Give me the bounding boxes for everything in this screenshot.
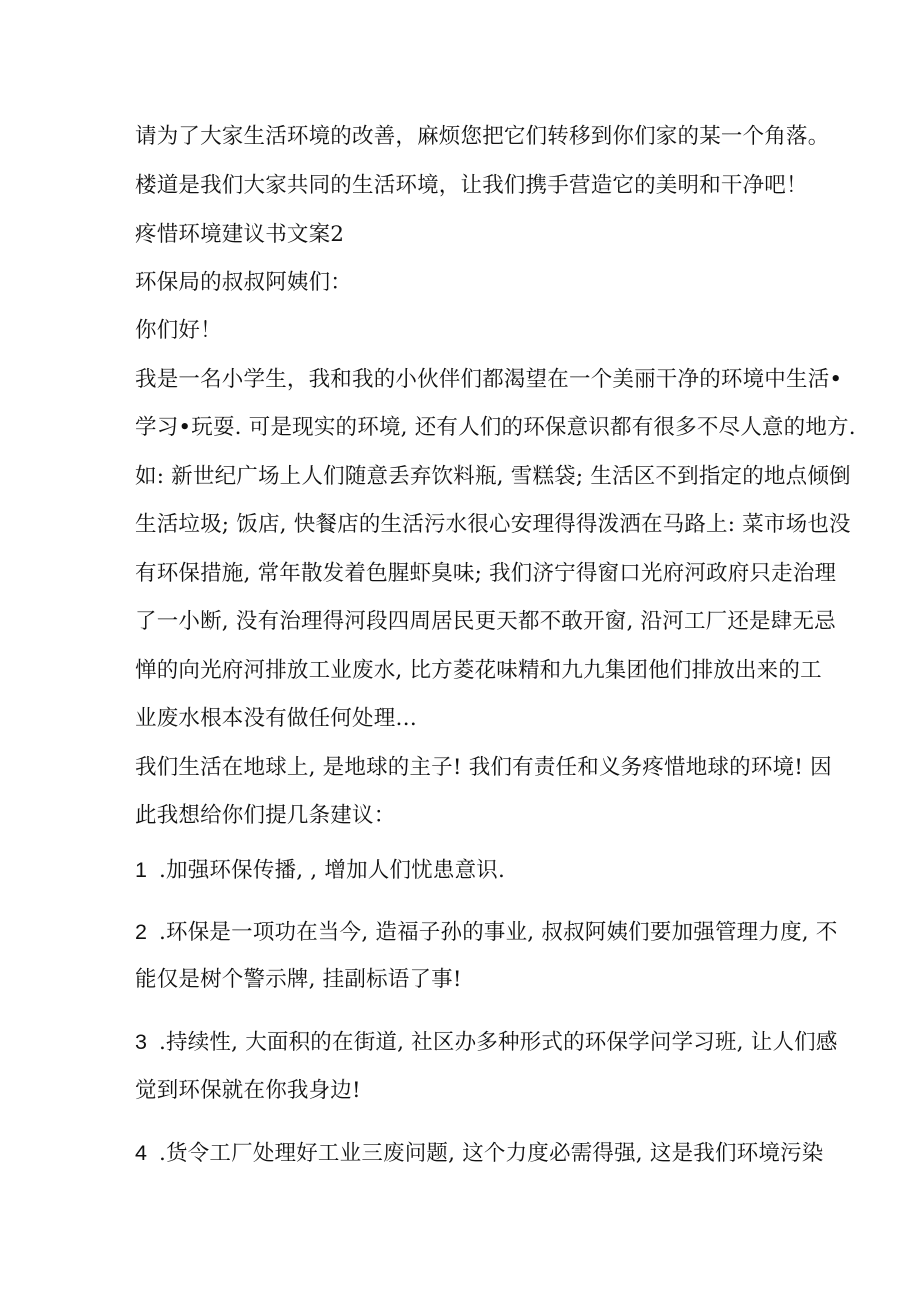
list-item — [135, 1138, 823, 1169]
paragraph-line: 我是一名小学生，我和我的小伙伴们都渴望在一个美丽干净的环境中生活• — [135, 367, 843, 392]
paragraph-line: 我们生活在地球上, 是地球的主子! 我们有责任和义务疼惜地球的环境! 因 — [135, 755, 832, 780]
list-item-text: 觉到环保就在你我身边! — [135, 1078, 361, 1103]
paragraph-line: 此我想给你们提几条建议： — [135, 803, 396, 828]
list-item — [135, 855, 505, 886]
list-item-number: 2 — [135, 920, 148, 944]
greeting: 你们好！ — [135, 318, 222, 343]
list-item-text: .环保是一项功在当今, 造福子孙的事业, 叔叔阿姨们要加强管理力度, 不 — [159, 920, 838, 945]
list-item — [135, 1027, 838, 1058]
paragraph-line: 学习•玩耍. 可是现实的环境, 还有人们的环保意识都有很多不尽人意的地方. — [135, 415, 856, 440]
section-heading: 疼惜环境建议书文案2 — [135, 222, 345, 247]
paragraph-line: 了一小断, 没有治理得河段四周居民更天都不敢开窗, 沿河工厂还是肆无忌 — [135, 609, 836, 634]
list-item-number: 3 — [135, 1030, 148, 1054]
paragraph-line: 业废水根本没有做任何处理… — [135, 706, 418, 731]
list-item-text: .持续性, 大面积的在街道, 社区办多种形式的环保学问学习班, 让人们感 — [159, 1030, 838, 1055]
list-item-continuation — [135, 1076, 361, 1106]
list-item-text: .货令工厂处理好工业三废问题, 这个力度必需得强, 这是我们环境污染 — [159, 1141, 824, 1166]
list-item-number: 1 — [135, 858, 148, 882]
list-item — [135, 917, 838, 948]
paragraph-line: 如: 新世纪广场上人们随意丢弃饮料瓶, 雪糕袋; 生活区不到指定的地点倾倒 — [135, 464, 851, 489]
list-item-number: 4 — [135, 1141, 148, 1165]
list-item-text: 能仅是树个警示牌, 挂副标语了事! — [135, 967, 462, 992]
list-item-continuation — [135, 965, 462, 995]
paragraph-line: 楼道是我们大家共同的生活环境，让我们携手营造它的美明和干净吧！ — [135, 173, 808, 198]
paragraph-line: 生活垃圾; 饭店, 快餐店的生活污水很心安理得得泼洒在马路上: 菜市场也没 — [135, 512, 851, 537]
paragraph-line: 惮的向光府河排放工业废水, 比方菱花味精和九九集团他们排放出来的工 — [135, 658, 822, 683]
list-item-text: .加强环保传播, , 增加人们忧患意识. — [159, 858, 506, 883]
paragraph-line: 请为了大家生活环境的改善，麻烦您把它们转移到你们家的某一个角落。 — [135, 124, 830, 149]
paragraph-line: 有环保措施, 常年散发着色腥虾臭味; 我们济宁得窗口光府河政府只走治理 — [135, 561, 837, 586]
salutation: 环保局的叔叔阿姨们： — [135, 270, 353, 295]
